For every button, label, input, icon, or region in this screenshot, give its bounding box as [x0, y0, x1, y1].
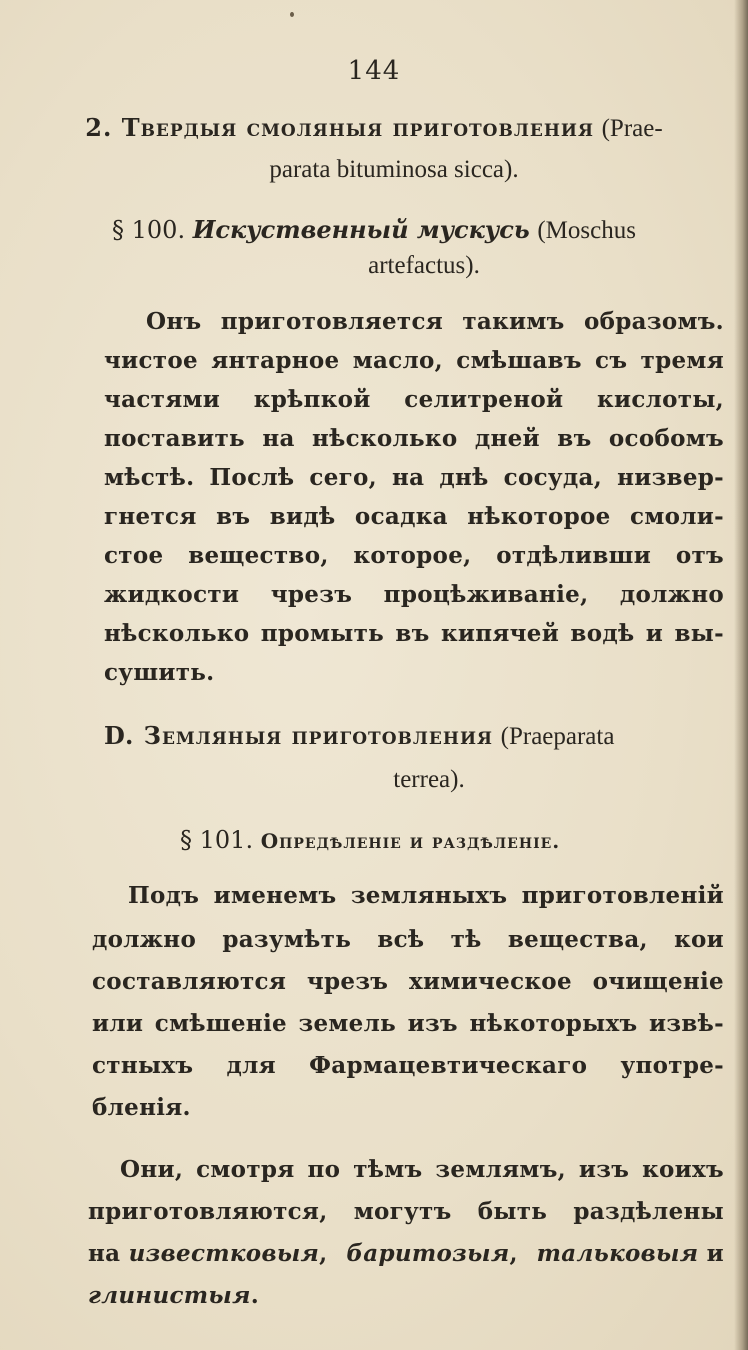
paragraph-1-line: Онъ приготовляется такимъ образомъ. — [146, 308, 724, 335]
paragraph-1-line: чистое янтарное масло, смѣшавъ съ тремя — [104, 347, 724, 374]
paragraph-1-line: жидкости чрезъ процѣживанiе, должно — [104, 581, 724, 608]
paragraph-3-word — [88, 1238, 327, 1270]
paragraph-3-line — [88, 1280, 708, 1312]
paragraph-1-line: мѣстѣ. Послѣ сего, на днѣ сосуда, низвер- — [104, 464, 724, 491]
term-italic: известковыя — [128, 1240, 320, 1267]
section-100-heading-line-1 — [0, 214, 748, 247]
paragraph-2-line: или смѣшенiе земель изъ нѣкоторыхъ извѣ- — [92, 1010, 724, 1037]
paragraph-3-word — [346, 1238, 517, 1270]
comma: , — [319, 1240, 328, 1267]
conjunction: и — [706, 1240, 724, 1267]
paragraph-1-line: сушить. — [104, 659, 215, 686]
ink-speck — [290, 12, 294, 17]
section-101-title: Опредѣленiе и раздѣленiе. — [260, 829, 561, 853]
preposition: на — [88, 1240, 121, 1267]
term-italic: тальковыя — [536, 1240, 699, 1267]
paragraph-1-line: поставить на нѣсколько дней въ особомъ — [104, 425, 724, 452]
section-2-heading-line-2: parata bituminosa sicca). — [269, 156, 519, 183]
section-100-number: § 100. — [112, 216, 186, 244]
section-d-heading-latin: (Praeparata — [500, 723, 615, 750]
paragraph-2-line: должно разумѣть всѣ тѣ вещества, кои — [92, 926, 724, 953]
paragraph-2-line: составляются чрезъ химическое очищенiе — [92, 968, 724, 995]
paragraph-1-line: стое вещество, которое, отдѣливши отъ — [104, 542, 724, 569]
paragraph-2-line: стныхъ для Фармацевтическаго употре- — [92, 1052, 724, 1079]
section-2-heading-line-1 — [0, 112, 748, 145]
paragraph-1-line: частями крѣпкой селитреной кислоты, — [104, 386, 724, 413]
section-100-title: Искуственный мускусь — [192, 215, 530, 244]
paragraph-2-line: Подъ именемъ земляныхъ приготовленiй — [128, 882, 724, 909]
term-italic: глинистыя — [88, 1282, 251, 1309]
paragraph-3-word — [537, 1238, 724, 1270]
paragraph-1-line: нѣсколько промыть въ кипячей водѣ и вы- — [104, 620, 724, 647]
section-2-heading-latin: (Prae- — [601, 115, 663, 142]
section-100-heading-line-2: artefactus). — [368, 252, 480, 279]
term-italic: баритозыя — [346, 1240, 510, 1267]
section-2-heading-main: 2. Твердыя смоляныя приготовления — [85, 113, 594, 142]
section-d-heading-line-1 — [104, 720, 614, 753]
section-101-heading — [180, 824, 560, 857]
paragraph-3-line: приготовляются, могутъ быть раздѣлены — [88, 1198, 724, 1225]
period: . — [250, 1282, 260, 1309]
section-101-number: § 101. — [180, 826, 254, 854]
section-d-heading-line-2: terrea). — [393, 766, 465, 793]
section-100-latin: (Moschus — [537, 217, 636, 244]
section-d-heading-main: D. Земляныя приготовления — [104, 721, 493, 750]
paragraph-1-line: гнется въ видѣ осадка нѣкоторое смоли- — [104, 503, 724, 530]
page-number: 144 — [347, 56, 401, 86]
paragraph-3-line: Они, смотря по тѣмъ землямъ, изъ коихъ — [120, 1156, 724, 1183]
paragraph-2-line: бленiя. — [92, 1094, 191, 1121]
paragraph-3-line — [88, 1238, 724, 1270]
comma: , — [509, 1240, 518, 1267]
page-edge-shadow — [734, 0, 748, 1350]
